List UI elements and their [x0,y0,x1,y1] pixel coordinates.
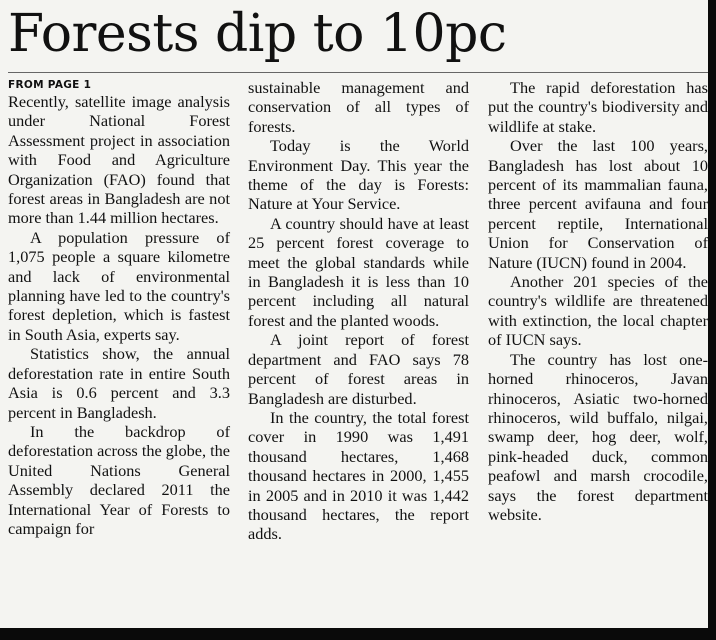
article-column-2 [248,78,469,544]
paragraph: A country should have at least 25 percent forest coverage to meet the global standards while in Bangladesh it is less than 10 percent including all natural forest and the planted woods. [248,213,469,330]
paragraph: Today is the World Environment Day. This year the theme of the day is Forests: Nature at Your Service. [248,136,469,214]
paragraph: A joint report of forest department and FAO says 78 percent of forest areas in Bangladesh are disturbed. [248,330,469,408]
paragraph: sustainable management and conservation of all types of forests. [248,78,469,136]
article-column-3 [488,78,708,524]
article-column-1 [8,78,230,538]
paragraph: Recently, satellite image analysis under National Forest Assessment project in association with Food and Agriculture Organization (FAO) found that forest areas in Bangladesh are not more than 1.44 million hectares. [8,92,230,228]
paragraph: Statistics show, the annual deforestation rate in entire South Asia is 0.6 percent and 3.3 percent in Bangladesh. [8,344,230,422]
kicker: FROM PAGE 1 [8,79,92,91]
paragraph: Over the last 100 years, Bangladesh has lost about 10 percent of its mammalian fauna, three percent avifauna and four percent reptile, International Union for Conservation of Nature (IUCN) found in 2004. [488,136,708,272]
paragraph: The rapid deforestation has put the country's biodiversity and wildlife at stake. [488,78,708,136]
headline-rule [8,72,708,73]
paragraph: In the backdrop of deforestation across the globe, the United Nations General Assembly declared 2011 the International Year of Forests to campaign for [8,421,230,538]
paragraph: A population pressure of 1,075 people a square kilometre and lack of environmental planning have led to the country's forest depletion, which is fastest in South Asia, experts say. [8,227,230,344]
headline: Forests dip to 10pc [8,4,507,64]
paragraph: Another 201 species of the country's wildlife are threatened with extinction, the local chapter of IUCN says. [488,272,708,350]
paragraph: The country has lost one-horned rhinoceros, Javan rhinoceros, Asiatic two-horned rhinoceros, wild buffalo, nilgai, swamp deer, hog deer, wolf, pink-headed duck, common peafowl and marsh crocodile, says the forest department website. [488,349,708,524]
paragraph: In the country, the total forest cover in 1990 was 1,491 thousand hectares, 1,468 thousand hectares in 2000, 1,455 in 2005 and in 2010 it was 1,442 thousand hectares, the report adds. [248,407,469,544]
